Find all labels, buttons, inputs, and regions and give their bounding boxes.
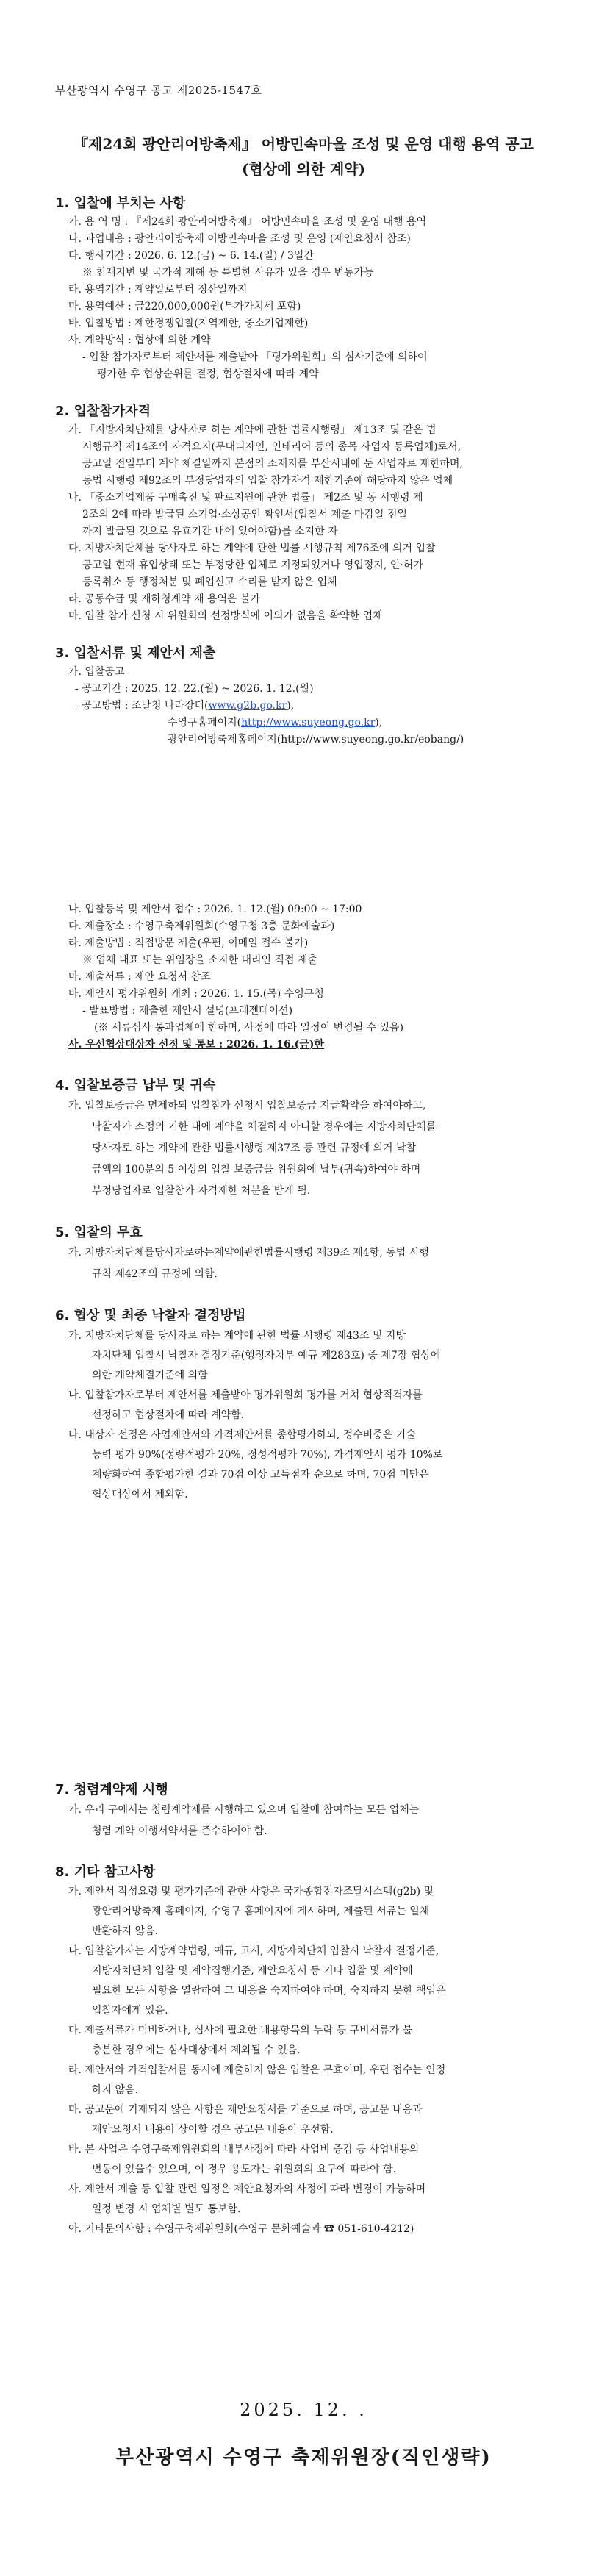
s2-line: 가. 「지방자치단체를 당사자로 하는 계약에 관한 법률시행령」 제13조 및 같은 법 [68, 424, 437, 436]
s6-line: 다. 대상자 선정은 사업제안서와 가격제안서를 종합평가하되, 정수비중은 기술 [68, 1429, 416, 1441]
s3-line: 라. 제출방법 : 직접방문 제출(우편, 이메일 접수 불가) [68, 937, 309, 949]
s2-line: 마. 입찰 참가 신청 시 위원회의 선정방식에 이의가 없음을 확약한 업체 [68, 610, 383, 622]
s3-line: 사. 우선협상대상자 선정 및 통보 : 2026. 1. 16.(금)한 [68, 1039, 324, 1051]
document-title: 『제24회 광안리어방축제』 어방민속마을 조성 및 운영 대행 용역 공고 [73, 135, 534, 153]
s1-line: 가. 용 역 명 : 『제24회 광안리어방축제』 어방민속마을 조성 및 운영 대행 용역 [68, 216, 427, 228]
section-6-heading: 6. 협상 및 최종 낙찰자 결정방법 [55, 1308, 246, 1323]
s1-line: 바. 입찰방법 : 제한경쟁입찰(지역제한, 중소기업제한) [68, 318, 309, 329]
s8-line: 다. 제출서류가 미비하거나, 심사에 필요한 내용항목의 누락 등 구비서류가 불 [68, 2025, 413, 2036]
s8-line: 입찰자에게 있음. [92, 2005, 168, 2017]
s8-line: 충분한 경우에는 심사대상에서 제외될 수 있음. [92, 2044, 301, 2056]
s8-line: 제안요청서 내용이 상이할 경우 공고문 내용이 우선함. [92, 2124, 334, 2136]
s3-line: 광안리어방축제홈페이지(http://www.suyeong.go.kr/eobang/) [168, 734, 464, 745]
s3-line: - 공고기간 : 2025. 12. 22.(월) ~ 2026. 1. 12.(월) [75, 683, 314, 695]
s2-line: 2조의 2에 따라 발급된 소기업·소상공인 확인서(입찰서 제출 마감일 전일 [82, 509, 407, 520]
s8-line: 광안리어방축제 홈페이지, 수영구 홈페이지에 게시하며, 제출된 서류는 일체 [92, 1906, 430, 1917]
s1-line: 라. 용역기간 : 계약일로부터 정산일까지 [68, 284, 248, 296]
s8-line: 가. 제안서 작성요령 및 평가기준에 관한 사항은 국가종합전자조달시스템(g2b) 및 [68, 1886, 434, 1897]
s2-line: 공고일 전일부터 계약 체결일까지 본점의 소재지를 부산시내에 둔 사업자로 제한하며, [82, 458, 463, 470]
notice-date: 2025. 12. . [240, 2400, 367, 2420]
s8-line: 반환하지 않음. [92, 1925, 159, 1937]
s6-line: 나. 입찰참가자로부터 제안서를 제출받아 평가위원회 평가를 거쳐 협상적격자를 [68, 1389, 423, 1401]
s4-line: 금액의 100분의 5 이상의 입찰 보증금을 위원회에 납부(귀속)하여야 하며 [92, 1164, 421, 1176]
document-subtitle: (협상에 의한 계약) [241, 160, 366, 178]
s8-line: 나. 입찰참가자는 지방계약법령, 예규, 고시, 지방자치단체 입찰시 낙찰자 결정기준, [68, 1945, 439, 1957]
s6-line: 가. 지방자치단체를 당사자로 하는 계약에 관한 법률 시행령 제43조 및 지방 [68, 1330, 406, 1342]
suyeong-homepage-link[interactable]: http://www.suyeong.go.kr [241, 717, 376, 729]
s8-line: 일정 변경 시 업체별 별도 통보함. [92, 2203, 241, 2215]
s7-line: 청렴 계약 이행서약서를 준수하여야 함. [92, 1825, 267, 1837]
notice-signer: 부산광역시 수영구 축제위원장(직인생략) [115, 2447, 492, 2469]
s1-line: 나. 과업내용 : 광안리어방축제 어방민속마을 조성 및 운영 (제안요청서 참조) [68, 233, 411, 245]
s3-line: - 공고방법 : 조달청 나라장터(www.g2b.go.kr), [75, 700, 295, 712]
section-1-heading: 1. 입찰에 부치는 사항 [55, 196, 186, 211]
g2b-link[interactable]: www.g2b.go.kr [208, 700, 287, 712]
s1-line: ※ 천재지변 및 국가적 재해 등 특별한 사유가 있을 경우 변동가능 [82, 267, 374, 279]
s2-line: 시행규칙 제14조의 자격요지(무대디자인, 인테리어 등의 종목 사업자 등록업체)로서, [82, 441, 461, 453]
s1-line: 마. 용역예산 : 금220,000,000원(부가가치세 포함) [68, 301, 301, 312]
s3-line: 나. 입찰등록 및 제안서 접수 : 2026. 1. 12.(월) 09:00 ~ 17:00 [68, 904, 362, 915]
s1-line: 다. 행사기간 : 2026. 6. 12.(금) ~ 6. 14.(일) / 3일간 [68, 250, 314, 262]
section-5-heading: 5. 입찰의 무효 [55, 1225, 143, 1240]
s6-line: 자치단체 입찰시 낙찰자 결정기준(행정자치부 예규 제283호) 중 제7장 협상에 [92, 1350, 441, 1362]
s5-line: 가. 지방자치단체를당사자로하는계약에관한법률시행령 제39조 제4항, 동법 시행 [68, 1247, 429, 1259]
s3-line: - 발표방법 : 제출한 제안서 설명(프레젠테이션) [82, 1005, 293, 1017]
section-2-heading: 2. 입찰참가자격 [55, 404, 151, 419]
notice-number: 부산광역시 수영구 공고 제2025-1547호 [55, 84, 262, 97]
s3-line: 수영구홈페이지(http://www.suyeong.go.kr), [168, 717, 383, 729]
s2-line: 라. 공동수급 및 재하청계약 재 용역은 불가 [68, 593, 261, 605]
s4-line: 당사자로 하는 계약에 관한 법률시행령 제37조 등 관련 규정에 의거 낙찰 [92, 1142, 416, 1154]
s6-line: 선정하고 협상절차에 따라 계약함. [92, 1409, 245, 1421]
s3-line: 다. 제출장소 : 수영구축제위원회(수영구청 3층 문화예술과) [68, 920, 335, 932]
s8-line: 하지 않음. [92, 2084, 138, 2096]
s3-line: (※ 서류심사 통과업체에 한하며, 사정에 따라 일정이 변경될 수 있음) [94, 1022, 404, 1034]
s4-line: 가. 입찰보증금은 면제하되 입찰참가 신청시 입찰보증금 지급확약을 하여야하고, [68, 1100, 426, 1112]
s8-line: 변동이 있을수 있으며, 이 경우 용도자는 위원회의 요구에 따라야 함. [92, 2164, 397, 2175]
s3-line: ※ 업체 대표 또는 위임장을 소지한 대리인 직접 제출 [82, 954, 318, 966]
s3-line: 마. 제출서류 : 제안 요청서 참조 [68, 971, 211, 983]
s2-line: 동법 시행령 제92조의 부정당업자의 입찰 참가자격 제한기준에 해당하지 않은 업체 [82, 475, 453, 487]
s8-line: 지방자치단체 입찰 및 계약집행기준, 제안요청서 등 기타 입찰 및 계약에 [92, 1965, 413, 1977]
s2-line: 까지 발급된 것으로 유효기간 내에 있어야함)를 소지한 자 [82, 526, 338, 537]
s2-line: 나. 「중소기업제품 구매촉진 및 판로지원에 관한 법률」 제2조 및 동 시행령 제 [68, 492, 423, 504]
s2-line: 등록취소 등 행정처분 및 폐업신고 수리를 받지 않은 업체 [82, 576, 337, 588]
s1-line: 평가한 후 협상순위를 결정, 협상절차에 따라 계약 [97, 368, 319, 380]
s4-line: 부정당업자로 입찰참가 자격제한 처분을 받게 됨. [92, 1185, 311, 1197]
s3-line: 가. 입찰공고 [68, 666, 125, 678]
s8-line: 아. 기타문의사항 : 수영구축제위원회(수영구 문화예술과 ☎ 051-610-4212) [68, 2223, 414, 2235]
s4-line: 낙찰자가 소정의 기한 내에 계약을 체결하지 아니할 경우에는 지방자치단체를 [92, 1121, 437, 1133]
s8-line: 마. 공고문에 기재되지 않은 사항은 제안요청서를 기준으로 하며, 공고문 내용과 [68, 2104, 423, 2116]
s8-line: 사. 제안서 제출 등 입찰 관련 일정은 제안요청자의 사정에 따라 변경이 가능하며 [68, 2183, 426, 2195]
s5-line: 규칙 제42조의 규정에 의함. [92, 1268, 218, 1280]
s7-line: 가. 우리 구에서는 청렴계약제를 시행하고 있으며 입찰에 참여하는 모든 업체는 [68, 1804, 420, 1816]
section-4-heading: 4. 입찰보증금 납부 및 귀속 [55, 1078, 216, 1093]
s6-line: 계량화하여 종합평가한 결과 70점 이상 고득점자 순으로 하며, 70점 미만은 [92, 1469, 429, 1481]
s8-line: 라. 제안서와 가격입찰서를 동시에 제출하지 않은 입찰은 무효이며, 우편 접수는 인정 [68, 2064, 446, 2076]
s6-line: 의한 계약체결기준에 의함 [92, 1370, 208, 1381]
section-8-heading: 8. 기타 참고사항 [55, 1864, 156, 1880]
s1-line: 사. 계약방식 : 협상에 의한 계약 [68, 334, 211, 346]
s6-line: 능력 평가 90%(정량적평가 20%, 정성적평가 70%), 가격제안서 평가 10%로 [92, 1449, 443, 1461]
s8-line: 필요한 모든 사항을 열람하여 그 내용을 숙지하여야 하며, 숙지하지 못한 책임은 [92, 1985, 446, 1997]
s1-line: - 입찰 참가자로부터 제안서를 제출받아 「평가위원회」의 심사기준에 의하여 [82, 351, 428, 363]
s3-line: 바. 제안서 평가위원회 개최 : 2026. 1. 15.(목) 수영구청 [68, 988, 324, 1000]
s2-line: 다. 지방자치단체를 당사자로 하는 계약에 관한 법률 시행규칙 제76조에 의거 입찰 [68, 543, 436, 554]
section-7-heading: 7. 청렴계약제 시행 [55, 1782, 168, 1797]
s6-line: 협상대상에서 제외함. [92, 1489, 188, 1500]
s8-line: 바. 본 사업은 수영구축제위원회의 내부사정에 따라 사업비 증감 등 사업내용의 [68, 2144, 420, 2155]
s2-line: 공고일 현재 휴업상태 또는 부정당한 업체로 지정되었거나 영업정지, 인·허가 [82, 559, 423, 571]
section-3-heading: 3. 입찰서류 및 제안서 제출 [55, 645, 216, 661]
